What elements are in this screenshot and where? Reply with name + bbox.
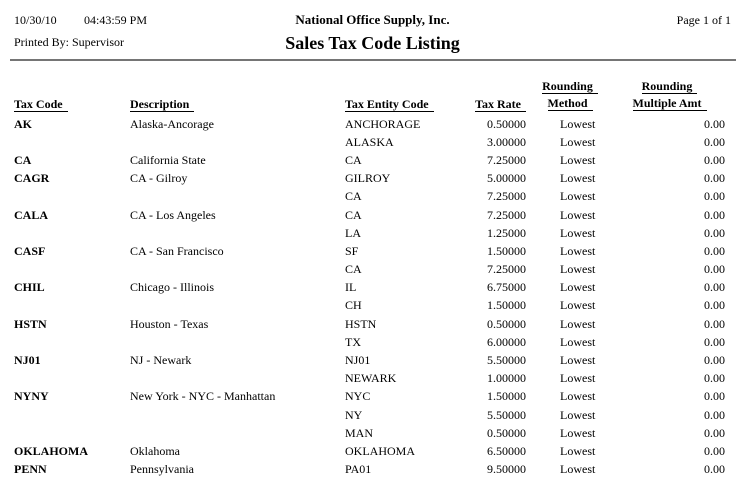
cell-tax-code: CA [14, 152, 32, 167]
cell-entity-code: CA [345, 189, 362, 204]
cell-tax-code [14, 406, 130, 424]
table-row [14, 461, 725, 479]
cell-tax-code [14, 261, 130, 279]
company-name: National Office Supply, Inc. [295, 12, 450, 27]
cell-tax-code: CAGR [14, 171, 50, 186]
cell-description: Pennsylvania [130, 462, 194, 477]
cell-rounding-method: Lowest [560, 134, 596, 149]
cell-tax-code [14, 224, 130, 242]
table-row [14, 261, 725, 279]
cell-description: Houston - Texas [130, 316, 209, 331]
cell-multiple-amt: 0.00 [704, 152, 725, 167]
cell-entity-code: NEWARK [345, 371, 397, 386]
cell-rounding-method: Lowest [560, 407, 596, 422]
cell-tax-rate: 1.25000 [487, 225, 526, 240]
cell-tax-code [14, 297, 130, 315]
cell-tax-rate: 1.50000 [487, 243, 526, 258]
cell-multiple-amt: 0.00 [704, 443, 725, 458]
cell-multiple-amt: 0.00 [704, 225, 725, 240]
cell-entity-code: CA [345, 207, 362, 222]
cell-description [130, 133, 345, 151]
cell-tax-rate: 7.25000 [487, 207, 526, 222]
cell-description: California State [130, 152, 206, 167]
cell-multiple-amt: 0.00 [704, 462, 725, 477]
cell-multiple-amt: 0.00 [704, 243, 725, 258]
cell-tax-code [14, 133, 130, 151]
printed-by: Printed By: Supervisor [14, 35, 124, 49]
cell-rounding-method: Lowest [560, 116, 596, 131]
cell-multiple-amt: 0.00 [704, 116, 725, 131]
table-row [14, 242, 725, 260]
cell-entity-code: ANCHORAGE [345, 116, 421, 131]
cell-description [130, 424, 345, 442]
table-row [14, 442, 725, 460]
cell-tax-code: NYNY [14, 389, 49, 404]
cell-rounding-method: Lowest [560, 280, 596, 295]
cell-rounding-method: Lowest [560, 298, 596, 313]
cell-tax-rate: 1.50000 [487, 298, 526, 313]
table-row [14, 424, 725, 442]
table-row [14, 151, 725, 169]
cell-entity-code: LA [345, 225, 361, 240]
cell-tax-code: OKLAHOMA [14, 443, 88, 458]
table-row [14, 370, 725, 388]
cell-rounding-method: Lowest [560, 425, 596, 440]
cell-entity-code: PA01 [345, 462, 372, 477]
cell-rounding-method: Lowest [560, 334, 596, 349]
tax-code-table [14, 76, 725, 479]
table-row [14, 224, 725, 242]
cell-description: Oklahoma [130, 443, 180, 458]
table-row [14, 333, 725, 351]
header-divider [10, 59, 736, 61]
table-row [14, 279, 725, 297]
cell-description [130, 261, 345, 279]
cell-tax-rate: 7.25000 [487, 189, 526, 204]
cell-rounding-method: Lowest [560, 189, 596, 204]
cell-rounding-method: Lowest [560, 262, 596, 277]
cell-tax-code [14, 333, 130, 351]
cell-tax-rate: 0.50000 [487, 316, 526, 331]
cell-multiple-amt: 0.00 [704, 171, 725, 186]
cell-tax-code [14, 188, 130, 206]
cell-entity-code: OKLAHOMA [345, 443, 415, 458]
table-row [14, 170, 725, 188]
cell-entity-code: NY [345, 407, 363, 422]
cell-description: Alaska-Ancorage [130, 116, 214, 131]
cell-rounding-method: Lowest [560, 443, 596, 458]
cell-tax-code [14, 424, 130, 442]
cell-entity-code: GILROY [345, 171, 391, 186]
cell-tax-code: CALA [14, 207, 49, 222]
cell-tax-rate: 6.50000 [487, 443, 526, 458]
cell-multiple-amt: 0.00 [704, 207, 725, 222]
cell-rounding-method: Lowest [560, 371, 596, 386]
cell-multiple-amt: 0.00 [704, 371, 725, 386]
table-row [14, 388, 725, 406]
cell-rounding-method: Lowest [560, 152, 596, 167]
header-tax-code: Tax Code [14, 76, 130, 115]
cell-tax-rate: 6.00000 [487, 334, 526, 349]
table-row [14, 188, 725, 206]
cell-multiple-amt: 0.00 [704, 389, 725, 404]
table-row [14, 406, 725, 424]
cell-entity-code: CH [345, 298, 362, 313]
cell-multiple-amt: 0.00 [704, 407, 725, 422]
cell-rounding-method: Lowest [560, 316, 596, 331]
table-row [14, 297, 725, 315]
table-row [14, 133, 725, 151]
cell-tax-rate: 1.50000 [487, 389, 526, 404]
cell-rounding-method: Lowest [560, 462, 596, 477]
cell-tax-code: PENN [14, 462, 47, 477]
header-tax-entity-code: Tax Entity Code [345, 76, 445, 115]
cell-rounding-method: Lowest [560, 171, 596, 186]
header-rounding-multiple-amt: Rounding Multiple Amt [614, 76, 725, 115]
cell-entity-code: ALASKA [345, 134, 394, 149]
cell-tax-rate: 5.50000 [487, 353, 526, 368]
tax-table-container [14, 76, 725, 479]
cell-multiple-amt: 0.00 [704, 262, 725, 277]
cell-description [130, 188, 345, 206]
cell-description [130, 224, 345, 242]
cell-multiple-amt: 0.00 [704, 425, 725, 440]
cell-rounding-method: Lowest [560, 353, 596, 368]
cell-tax-code [14, 370, 130, 388]
cell-tax-rate: 7.25000 [487, 262, 526, 277]
cell-tax-rate: 7.25000 [487, 152, 526, 167]
cell-multiple-amt: 0.00 [704, 334, 725, 349]
cell-entity-code: CA [345, 262, 362, 277]
cell-rounding-method: Lowest [560, 389, 596, 404]
cell-multiple-amt: 0.00 [704, 316, 725, 331]
cell-description [130, 297, 345, 315]
cell-description: Chicago - Illinois [130, 280, 214, 295]
cell-tax-rate: 6.75000 [487, 280, 526, 295]
cell-description [130, 406, 345, 424]
cell-rounding-method: Lowest [560, 243, 596, 258]
cell-multiple-amt: 0.00 [704, 280, 725, 295]
table-row [14, 315, 725, 333]
cell-multiple-amt: 0.00 [704, 298, 725, 313]
cell-rounding-method: Lowest [560, 207, 596, 222]
cell-description [130, 370, 345, 388]
cell-tax-rate: 0.50000 [487, 425, 526, 440]
cell-description: CA - San Francisco [130, 243, 224, 258]
cell-multiple-amt: 0.00 [704, 134, 725, 149]
cell-entity-code: IL [345, 280, 357, 295]
cell-tax-rate: 5.00000 [487, 171, 526, 186]
cell-rounding-method: Lowest [560, 225, 596, 240]
cell-entity-code: SF [345, 243, 359, 258]
table-header [14, 76, 725, 115]
cell-tax-rate: 5.50000 [487, 407, 526, 422]
page-indicator: Page 1 of 1 [676, 13, 731, 27]
cell-entity-code: NYC [345, 389, 371, 404]
cell-tax-code: AK [14, 116, 32, 131]
header-tax-rate: Tax Rate [445, 76, 526, 115]
header-description: Description [130, 76, 345, 115]
cell-entity-code: TX [345, 334, 361, 349]
cell-tax-rate: 1.00000 [487, 371, 526, 386]
print-date: 10/30/10 [14, 13, 57, 27]
cell-tax-rate: 9.50000 [487, 462, 526, 477]
page-title: Sales Tax Code Listing [285, 33, 460, 53]
cell-tax-code: NJ01 [14, 353, 41, 368]
cell-entity-code: CA [345, 152, 362, 167]
cell-tax-rate: 3.00000 [487, 134, 526, 149]
cell-multiple-amt: 0.00 [704, 189, 725, 204]
cell-description: New York - NYC - Manhattan [130, 389, 276, 404]
table-row [14, 115, 725, 133]
cell-description: CA - Los Angeles [130, 207, 216, 222]
cell-description: CA - Gilroy [130, 171, 188, 186]
table-row [14, 206, 725, 224]
cell-entity-code: MAN [345, 425, 374, 440]
cell-tax-code: CASF [14, 243, 46, 258]
header-rounding-method: Rounding Method [526, 76, 614, 115]
cell-description: NJ - Newark [130, 353, 192, 368]
cell-tax-code: CHIL [14, 280, 45, 295]
cell-entity-code: HSTN [345, 316, 377, 331]
table-row [14, 351, 725, 369]
cell-entity-code: NJ01 [345, 353, 371, 368]
cell-multiple-amt: 0.00 [704, 353, 725, 368]
tax-table-body [14, 115, 725, 479]
cell-tax-code: HSTN [14, 316, 47, 331]
print-time: 04:43:59 PM [84, 13, 148, 27]
cell-description [130, 333, 345, 351]
cell-tax-rate: 0.50000 [487, 116, 526, 131]
